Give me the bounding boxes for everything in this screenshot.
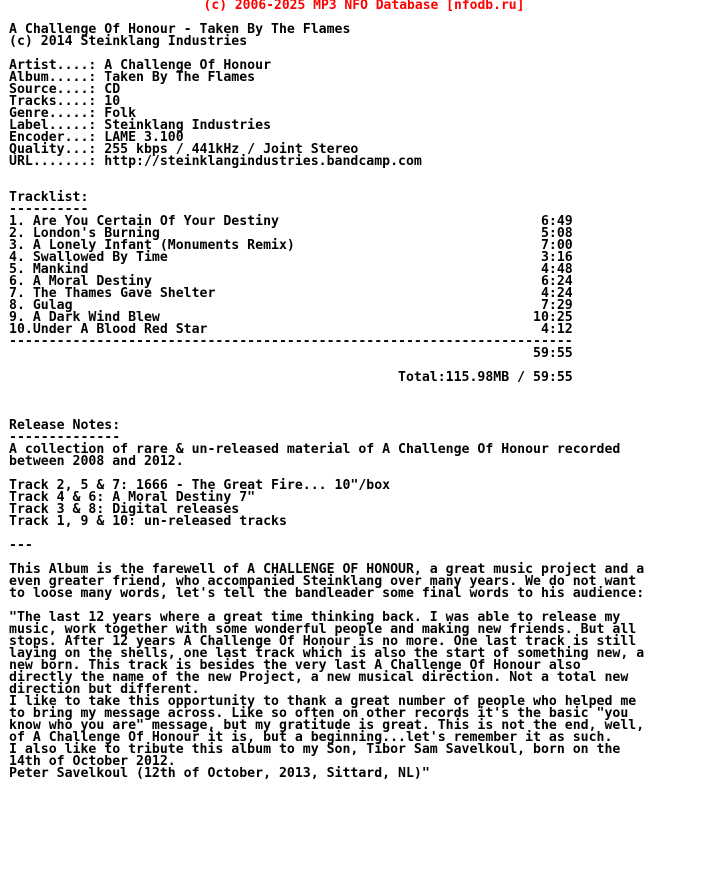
nfo-text-block [9, 24, 644, 780]
nfo-line: Peter Savelkoul (12th of October, 2013, Sittard, NL)" [9, 766, 430, 781]
nfo-line [9, 528, 644, 540]
nfo-line: Album.....: Taken By The Flames [9, 70, 256, 85]
nfo-line: Artist....: A Challenge Of Honour [9, 58, 272, 73]
nfo-line: A Challenge Of Honour - Taken By The Flames [9, 22, 351, 37]
nfo-line: Encoder...: LAME 3.100 [9, 130, 184, 145]
nfo-line: 1. Are You Certain Of Your Destiny 6:49 [9, 214, 573, 229]
nfo-line: ---------- [9, 202, 89, 217]
nfo-line [9, 384, 644, 396]
nfo-line: laying on the shells, one last track which is also the start of something new, a [9, 646, 645, 661]
nfo-line: new born. This track is besides the very last A Challenge Of Honour also [9, 658, 581, 673]
nfo-line: Genre.....: Folk [9, 106, 137, 121]
nfo-line: to bring my message across. Like so often on other records it's the basic "you [9, 706, 629, 721]
nfo-line: Track 4 & 6: A Moral Destiny 7" [9, 490, 256, 505]
nfo-line: 14th of October 2012. [9, 754, 176, 769]
nfo-line: know who you are" message, but my gratitude is great. This is not the end, well, [9, 718, 645, 733]
nfo-line: direction but different. [9, 682, 200, 697]
nfo-line [9, 180, 644, 192]
nfo-line: 4. Swallowed By Time 3:16 [9, 250, 573, 265]
nfo-line: 7. The Thames Gave Shelter 4:24 [9, 286, 573, 301]
nfo-line: to loose many words, let's tell the bandleader some final words to his audience: [9, 586, 645, 601]
nfo-line [9, 168, 644, 180]
nfo-line: Track 3 & 8: Digital releases [9, 502, 240, 517]
nfo-line: URL.......: http://steinklangindustries.bandcamp.com [9, 154, 422, 169]
nfo-line: 5. Mankind 4:48 [9, 262, 573, 277]
nfo-line: Release Notes: [9, 418, 121, 433]
nfo-line: Track 1, 9 & 10: un-released tracks [9, 514, 287, 529]
nfo-line: --- [9, 538, 33, 553]
nfo-line: 10.Under A Blood Red Star 4:12 [9, 322, 573, 337]
nfo-line: 9. A Dark Wind Blew 10:25 [9, 310, 573, 325]
nfo-line: 3. A Lonely Infant (Monuments Remix) 7:00 [9, 238, 573, 253]
nfo-line: Total:115.98MB / 59:55 [9, 370, 573, 385]
nfo-line: 59:55 [9, 346, 573, 361]
nfo-line: I also like to tribute this album to my Son, Tibor Sam Savelkoul, born on the [9, 742, 621, 757]
nfo-line: ----------------------------------------------------------------------- [9, 334, 573, 349]
nfo-line: A collection of rare & un-released material of A Challenge Of Honour recorded [9, 442, 621, 457]
nfo-line: -------------- [9, 430, 121, 445]
nfo-line: (c) 2014 Steinklang Industries [9, 34, 248, 49]
nfo-line: 6. A Moral Destiny 6:24 [9, 274, 573, 289]
nfo-line [9, 396, 644, 408]
nfo-line: Tracks....: 10 [9, 94, 121, 109]
nfo-line: 2. London's Burning 5:08 [9, 226, 573, 241]
nfo-line: of A Challenge Of Honour it is, but a beginning...let's remember it as such. [9, 730, 613, 745]
nfo-line: 8. Gulag 7:29 [9, 298, 573, 313]
nfo-line: Tracklist: [9, 190, 89, 205]
nfo-line: Label.....: Steinklang Industries [9, 118, 272, 133]
nfo-line: music, work together with some wonderful people and making new friends. But all [9, 622, 637, 637]
nfo-line: I like to take this opportunity to thank a great number of people who helped me [9, 694, 637, 709]
nfo-line: This Album is the farewell of A CHALLENGE OF HONOUR, a great music project and a [9, 562, 645, 577]
nfo-line: Source....: CD [9, 82, 121, 97]
nfo-line: between 2008 and 2012. [9, 454, 184, 469]
nfo-line: even greater friend, who accompanied Steinklang over many years. We do not want [9, 574, 637, 589]
nfo-line: directly the name of the new Project, a new musical direction. Not a total new [9, 670, 629, 685]
nfo-line: stops. After 12 years A Challenge Of Honour is no more. One last track is still [9, 634, 637, 649]
nfo-line: Quality...: 255 kbps / 441kHz / Joint Stereo [9, 142, 359, 157]
nfo-line: Track 2, 5 & 7: 1666 - The Great Fire... 10"/box [9, 478, 391, 493]
site-header-title[interactable]: (c) 2006-2025 MP3 NFO Database [nfodb.ru] [203, 0, 525, 13]
nfo-line: "The last 12 years where a great time thinking back. I was able to release my [9, 610, 621, 625]
